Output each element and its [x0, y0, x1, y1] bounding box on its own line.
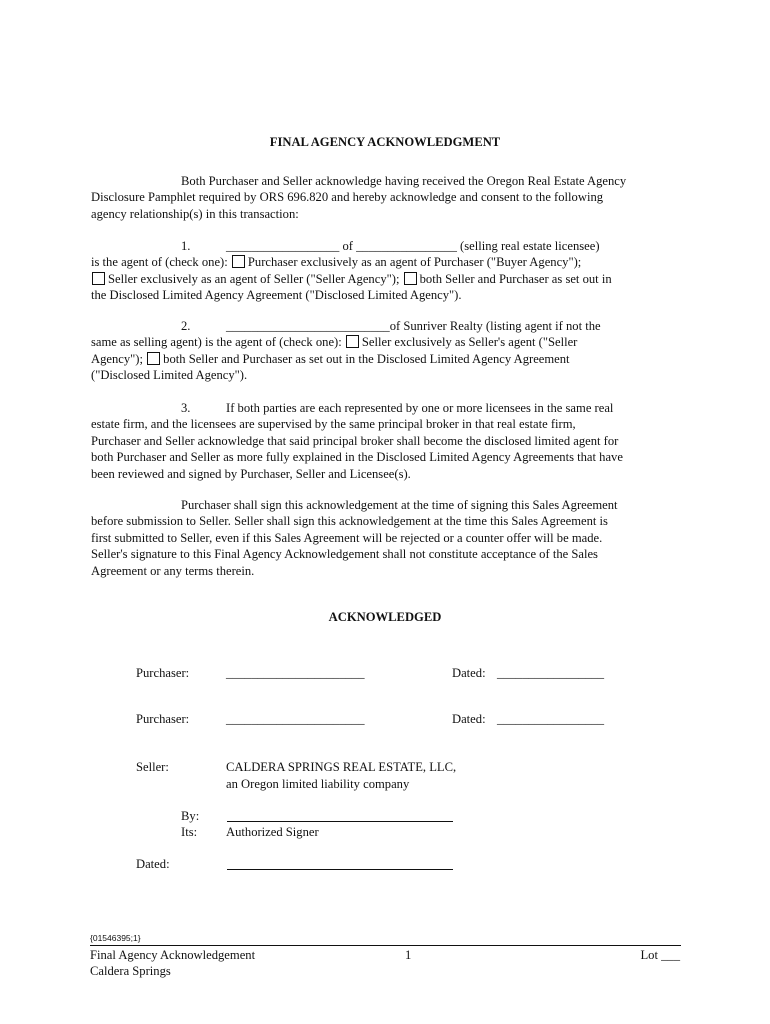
- acknowledged-heading: ACKNOWLEDGED: [328, 610, 442, 624]
- purchaser-1-dated-label: Dated:: [452, 666, 486, 680]
- by-signature-line[interactable]: [227, 821, 453, 822]
- both-parties-checkbox[interactable]: [147, 352, 160, 365]
- closing-paragraph: [91, 497, 681, 579]
- item-text: the Disclosed Limited Agency Agreement ("Disclosed Limited Agency").: [91, 288, 462, 303]
- by-label: By:: [181, 809, 200, 823]
- seller-dated-label: Dated:: [136, 857, 170, 871]
- limited-agency-label: both Seller and Purchaser as set out in: [419, 271, 612, 286]
- item-text: same as selling agent) is the agent of (check one):: [91, 335, 342, 350]
- buyer-agency-checkbox[interactable]: [232, 255, 245, 268]
- item-text: both Purchaser and Seller as more fully explained in the Disclosed Limited Agency Agreements that have: [91, 450, 623, 465]
- selling-licensee-line: __________________ of ________________ (selling real estate licensee): [226, 239, 600, 253]
- purchaser-2-label: Purchaser:: [136, 712, 190, 726]
- item-text: Agency");: [91, 351, 143, 366]
- purchaser-2-signature-line[interactable]: ______________________: [226, 712, 365, 726]
- listing-agent-line: __________________________of Sunriver Realty (listing agent if not the: [226, 319, 601, 333]
- closing-line: first submitted to Seller, even if this Sales Agreement will be rejected or a counter offer will be made.: [91, 530, 603, 545]
- seller-name: CALDERA SPRINGS REAL ESTATE, LLC,: [226, 760, 457, 774]
- item-2-listing-agent: [91, 318, 681, 384]
- footer-project: Caldera Springs: [90, 964, 171, 978]
- item-text: If both parties are each represented by one or more licensees in the same real: [226, 401, 614, 415]
- closing-line: Purchaser shall sign this acknowledgement at the time of signing this Sales Agreement: [181, 498, 618, 512]
- item-number: 3.: [181, 401, 191, 415]
- item-1-selling-agent: [91, 238, 681, 304]
- intro-paragraph: [91, 173, 681, 222]
- seller-description: an Oregon limited liability company: [226, 777, 410, 791]
- item-text: estate firm, and the licensees are supervised by the same principal broker in that real estate firm,: [91, 417, 576, 432]
- both-parties-label: both Seller and Purchaser as set out in the Disclosed Limited Agency Agreement: [163, 351, 570, 366]
- its-label: Its:: [181, 825, 198, 839]
- purchaser-1-signature-line[interactable]: ______________________: [226, 666, 365, 680]
- seller-exclusive-checkbox[interactable]: [346, 335, 359, 348]
- intro-line: Disclosure Pamphlet required by ORS 696.820 and hereby acknowledge and consent to the following: [91, 190, 604, 205]
- item-number: 2.: [181, 319, 191, 333]
- item-text: Purchaser and Seller acknowledge that said principal broker shall become the disclosed limited agent for: [91, 433, 619, 448]
- intro-line: agency relationship(s) in this transaction:: [91, 206, 299, 221]
- purchaser-1-label: Purchaser:: [136, 666, 190, 680]
- limited-agency-checkbox[interactable]: [404, 272, 417, 285]
- purchaser-2-dated-label: Dated:: [452, 712, 486, 726]
- purchaser-2-date-line[interactable]: _________________: [497, 712, 605, 726]
- closing-line: before submission to Seller. Seller shall sign this acknowledgement at the time this Sales Agreement is: [91, 514, 608, 529]
- seller-agency-checkbox[interactable]: [92, 272, 105, 285]
- item-text: is the agent of (check one):: [91, 255, 228, 270]
- seller-date-line[interactable]: [227, 869, 453, 870]
- intro-line: Both Purchaser and Seller acknowledge having received the Oregon Real Estate Agency: [181, 174, 627, 188]
- purchaser-1-date-line[interactable]: _________________: [497, 666, 605, 680]
- seller-label: Seller:: [136, 760, 169, 774]
- footer-rule: [90, 945, 681, 946]
- seller-exclusive-label: Seller exclusively as Seller's agent ("Seller: [361, 335, 578, 350]
- closing-line: Agreement or any terms therein.: [91, 563, 255, 578]
- seller-agency-label: Seller exclusively as an agent of Seller ("Seller Agency");: [108, 271, 400, 286]
- item-text: been reviewed and signed by Purchaser, Seller and Licensee(s).: [91, 466, 411, 481]
- buyer-agency-label: Purchaser exclusively as an agent of Purchaser ("Buyer Agency");: [247, 255, 582, 270]
- closing-line: Seller's signature to this Final Agency Acknowledgement shall not constitute acceptance of the Sales: [91, 547, 598, 562]
- item-3-same-firm: [91, 400, 681, 482]
- item-text: ("Disclosed Limited Agency").: [91, 368, 248, 383]
- its-value: Authorized Signer: [226, 825, 319, 839]
- footer-doc-title: Final Agency Acknowledgement: [90, 948, 256, 962]
- page-number: 1: [405, 948, 412, 962]
- item-number: 1.: [181, 239, 191, 253]
- document-id: {01546395;1}: [90, 933, 141, 943]
- page-title: FINAL AGENCY ACKNOWLEDGMENT: [269, 135, 501, 149]
- footer-lot: Lot ___: [640, 948, 680, 962]
